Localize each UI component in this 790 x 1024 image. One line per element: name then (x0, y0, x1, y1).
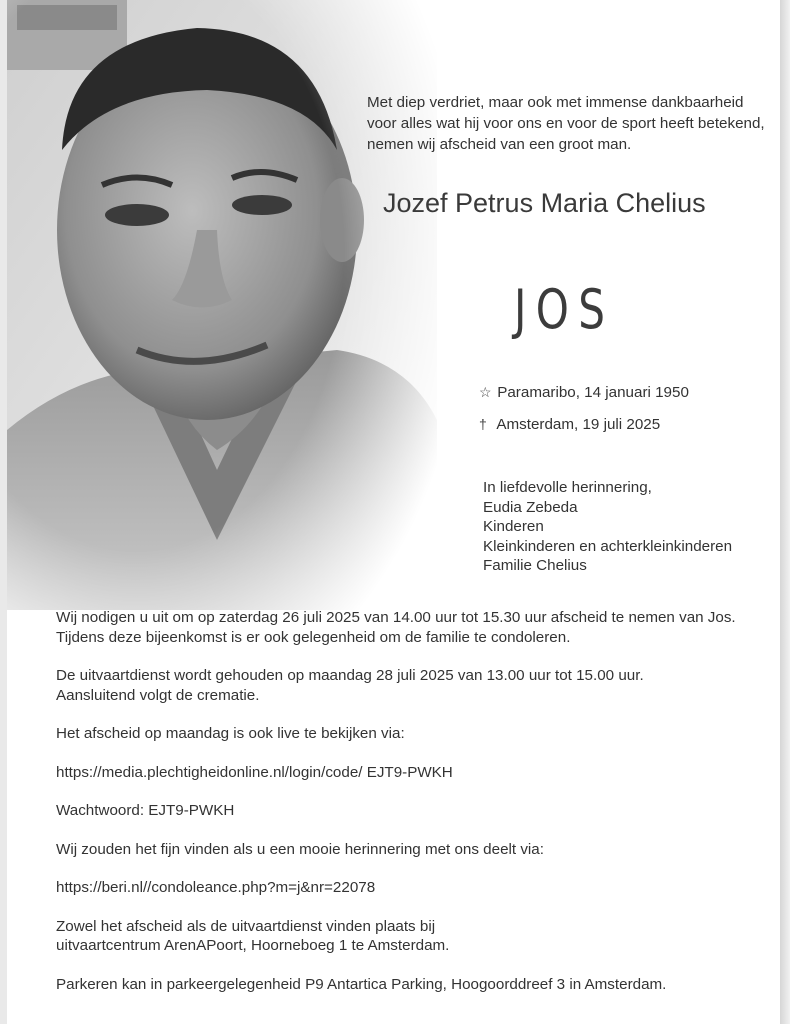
in-memory-block (483, 478, 780, 576)
memory-line: In liefdevolle herinnering, (483, 479, 652, 496)
livestream-password: Wachtwoord: EJT9-PWKH (56, 802, 235, 819)
death-place-date: Amsterdam, 19 juli 2025 (496, 416, 661, 433)
invitation-line: Tijdens deze bijeenkomst is er ook gelegenheid om de familie te condoleren. (56, 628, 571, 646)
obituary-card (7, 0, 780, 1024)
share-note: Wij zouden het fijn vinden als u een mooie herinnering met ons deelt via: (56, 840, 544, 858)
memory-line: Kleinkinderen en achterkleinkinderen (483, 537, 733, 555)
service-paragraph (56, 666, 776, 705)
livestream-note: Het afscheid op maandag is ook live te bekijken via: (56, 725, 405, 742)
condolence-link[interactable]: https://beri.nl//condoleance.php?m=j&nr=22078 (56, 879, 376, 896)
venue-paragraph (56, 917, 776, 956)
invitation-paragraph (56, 608, 776, 647)
venue-line: Zowel het afscheid als de uitvaartdienst vinden plaats bij (56, 917, 436, 935)
livestream-link[interactable]: https://media.plechtigheidonline.nl/login/code/ EJT9-PWKH (56, 763, 453, 781)
cross-icon: † (479, 416, 487, 432)
memory-line: Eudia Zebeda (483, 498, 578, 516)
service-line: Aansluitend volgt de crematie. (56, 686, 260, 704)
birth-place-date: Paramaribo, 14 januari 1950 (497, 384, 689, 401)
memory-line: Familie Chelius (483, 557, 587, 574)
memory-line: Kinderen (483, 518, 544, 535)
intro-text (367, 92, 780, 155)
parking-note: Parkeren kan in parkeergelegenheid P9 Antartica Parking, Hoogoorddreef 3 in Amsterdam. (56, 975, 667, 993)
deceased-full-name: Jozef Petrus Maria Chelius (383, 188, 706, 218)
intro-line: voor alles wat hij voor ons en voor de sport heeft betekend, (367, 115, 765, 132)
service-line: De uitvaartdienst wordt gehouden op maandag 28 juli 2025 van 13.00 uur tot 15.00 uur. (56, 667, 644, 684)
deceased-nickname: JOS (514, 278, 615, 341)
invitation-line: Wij nodigen u uit om op zaterdag 26 juli 2025 van 14.00 uur tot 15.30 uur afscheid te nemen van Jos. (56, 609, 736, 626)
intro-line: Met diep verdriet, maar ook met immense dankbaarheid (367, 94, 744, 111)
ceremony-details (56, 608, 776, 994)
death-info (479, 416, 660, 433)
intro-line: nemen wij afscheid van een groot man. (367, 136, 632, 153)
star-icon: ☆ (479, 384, 492, 400)
venue-line: uitvaartcentrum ArenAPoort, Hoorneboeg 1 te Amsterdam. (56, 937, 450, 954)
birth-info (479, 384, 689, 401)
page-edge (780, 0, 790, 1024)
